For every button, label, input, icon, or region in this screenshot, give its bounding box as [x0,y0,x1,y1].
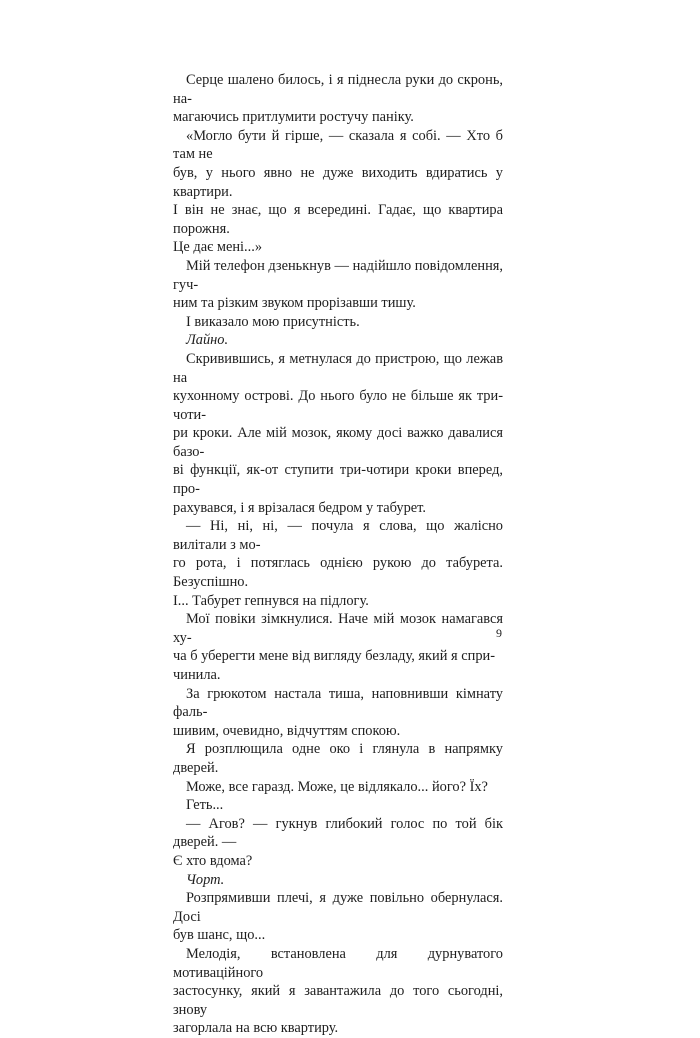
paragraph-italic: Лайно. [186,332,229,349]
paragraph: — Ні, ні, ні, — почула я слова, що жалісно вилітали з мо- го рота, і потяглась однією рукою до табурета. Безуспішно. І... Табурет гепнувся на підлогу. [173,518,503,609]
paragraph: Може, все гаразд. Може, це відлякало... його? Їх? [186,778,488,795]
paragraph: Мій телефон дзенькнув — надійшло повідомлення, гуч- ним та різким звуком прорізавши тишу. [173,257,503,312]
paragraph: За грюкотом настала тиша, наповнивши кімнату фаль- шивим, очевидно, відчуттям спокою. [173,685,503,739]
paragraph: Мелодія, встановлена для дурнуватого мотиваційного застосунку, який я завантажила до того сьогодні, знову загорлала на всю квартиру. [173,945,503,1037]
paragraph: «Могло бути й гірше, — сказала я собі. — Хто б там не був, у нього явно не дуже виходить вдиратись у квартири. І він не знає, що я всередині. Гадає, що квартира порожня. Це дає мені...» [173,127,503,256]
paragraph: Скривившись, я метнулася до пристрою, що лежав на кухонному острові. До нього було не більше як три-чоти- ри кроки. Але мій мозок, якому досі важко давалися базо- ві функції, як-от ступити три-чотири кроки вперед, про- рахувався, і я врізалася бедром у табурет. [173,350,503,516]
paragraph: Геть... [186,797,224,814]
paragraph: Мої повіки зімкнулися. Наче мій мозок намагався ху- ча б уберегти мене від вигляду безладу, який я спри- чинила. [173,611,503,683]
paragraph: Серце шалено билось, і я піднесла руки до скронь, на- магаючись притлумити ростучу паніку. [173,72,503,126]
paragraph: Розпрямивши плечі, я дуже повільно обернулася. Досі був шанс, що... [173,890,503,944]
paragraph: Я розплющила одне око і глянула в напрямку дверей. [173,741,503,776]
paragraph-italic: Чорт. [186,871,225,888]
page-number: 9 [496,626,502,640]
paragraph: І виказало мою присутність. [186,313,360,330]
body-text [173,71,503,1038]
paragraph: — Агов? — гукнув глибокий голос по той бік дверей. — Є хто вдома? [173,815,503,869]
